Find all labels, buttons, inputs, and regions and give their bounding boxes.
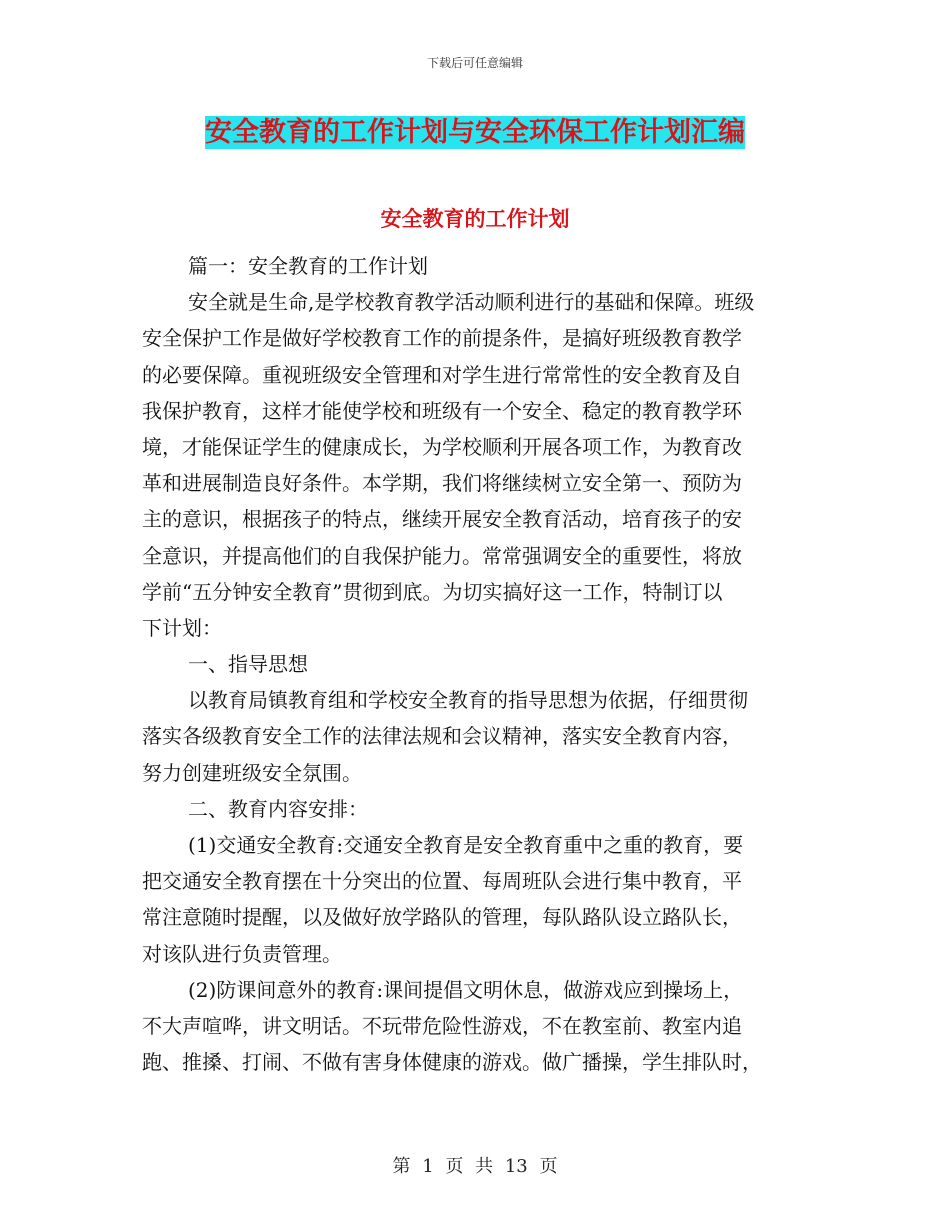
section-title: 安全教育的工作计划 bbox=[380, 207, 570, 231]
text-line: 的必要保障。重视班级安全管理和对学生进行常常性的安全教育及自 bbox=[142, 362, 742, 387]
text-line: (2)防课间意外的教育:课间提倡文明休息，做游戏应到操场上， bbox=[188, 977, 744, 1002]
text-line: 安全就是生命,是学校教育教学活动顺利进行的基础和保障。班级 bbox=[188, 290, 755, 315]
header-note: 下载后可任意编辑 bbox=[426, 56, 523, 70]
text-line: 常注意随时提醒，以及做好放学路队的管理，每队路队设立路队长， bbox=[142, 905, 742, 930]
text-line: 对该队进行负责管理。 bbox=[142, 941, 342, 966]
document-title bbox=[0, 110, 950, 149]
text-line: 落实各级教育安全工作的法律法规和会议精神，落实安全教育内容， bbox=[142, 724, 742, 749]
text-line: 篇一：安全教育的工作计划 bbox=[188, 254, 428, 278]
text-line: 学前“五分钟安全教育”贯彻到底。为切实搞好这一工作，特制订以 bbox=[142, 579, 723, 604]
text-line: 我保护教育，这样才能使学校和班级有一个安全、稳定的教育教学环 bbox=[142, 398, 742, 423]
page-footer: 第 1 页 共 13 页 bbox=[392, 1156, 558, 1177]
text-line: 下计划： bbox=[142, 615, 222, 640]
text-line: 二、教育内容安排： bbox=[188, 796, 368, 821]
text-line: 全意识，并提高他们的自我保护能力。常常强调安全的重要性，将放 bbox=[142, 543, 742, 568]
text-line: 安全保护工作是做好学校教育工作的前提条件，是搞好班级教育教学 bbox=[142, 326, 742, 351]
text-line: 境，才能保证学生的健康成长，为学校顺利开展各项工作，为教育改 bbox=[142, 434, 742, 459]
text-line: 以教育局镇教育组和学校安全教育的指导思想为依据，仔细贯彻 bbox=[188, 688, 748, 713]
text-line: 跑、推搡、打闹、不做有害身体健康的游戏。做广播操，学生排队时， bbox=[142, 1050, 762, 1075]
text-line: 不大声喧哗，讲文明话。不玩带危险性游戏，不在教室前、教室内追 bbox=[142, 1013, 742, 1038]
text-line: 主的意识，根据孩子的特点，继续开展安全教育活动，培育孩子的安 bbox=[142, 507, 742, 532]
text-line: 革和进展制造良好条件。本学期，我们将继续树立安全第一、预防为 bbox=[142, 471, 742, 496]
text-line: 一、指导思想 bbox=[188, 652, 308, 677]
text-line: 把交通安全教育摆在十分突出的位置、每周班队会进行集中教育，平 bbox=[142, 869, 742, 894]
text-line: 努力创建班级安全氛围。 bbox=[142, 760, 362, 785]
body-text bbox=[142, 248, 810, 1080]
document-title-text: 安全教育的工作计划与安全环保工作计划汇编 bbox=[205, 117, 745, 148]
text-line: (1)交通安全教育:交通安全教育是安全教育重中之重的教育，要 bbox=[188, 833, 744, 857]
